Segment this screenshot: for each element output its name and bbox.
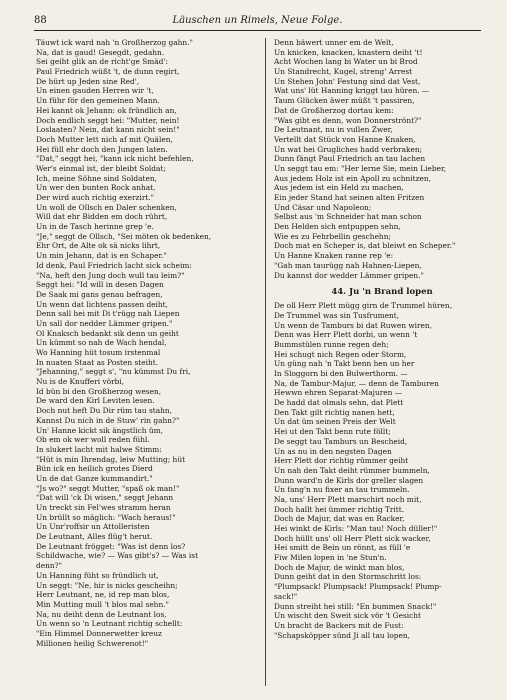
text-line: Hei kannt ok Jehann: ok fründlich an, bbox=[36, 105, 177, 115]
text-line: Dat de Großherzog dortau kem: bbox=[274, 105, 394, 115]
text-line: Un treckt sin Fel'wes stramm heran bbox=[36, 503, 171, 512]
poem-heading: 44. Ju 'n Brand lopen bbox=[331, 287, 433, 298]
left-text-column bbox=[36, 38, 266, 686]
poem-44-text bbox=[274, 301, 490, 640]
text-line: Ol Knaksch bedankt sik denn un geiht bbox=[36, 328, 179, 338]
text-line: Un dat üm seinen Preis der Welt bbox=[274, 417, 396, 427]
text-line: Loslaaten? Nein, dat kann nicht sein!" bbox=[36, 125, 180, 135]
text-line: Bummstülen runne regen deh; bbox=[274, 339, 389, 349]
text-line: Un wer den bunten Rock anhat, bbox=[36, 183, 156, 193]
text-line: Id bün bi den Großherzog wesen, bbox=[36, 386, 162, 396]
text-line: De Saak mi gans genau befragen, bbox=[36, 289, 163, 299]
text-line: Na, nu deiht denn de Leutnant los, bbox=[36, 609, 167, 619]
text-line: Aus jedem ist ein Held zu machen, bbox=[274, 183, 404, 193]
text-line: Täuwt ick ward nah 'n Großherzog gahn." bbox=[36, 38, 193, 47]
text-line: In nuaten Staat as Posten steiht. bbox=[36, 357, 159, 367]
text-line: Denn sall hei mit Di t'rügg nah Liepen bbox=[36, 309, 180, 319]
text-line: Dunn geiht dat in den Stormschritt los: bbox=[274, 572, 422, 582]
text-line: Un Stehen John' Festung sind dat Vest, bbox=[274, 76, 421, 86]
text-line: Doch de Majur, dat was en Racker, bbox=[274, 514, 405, 524]
text-line: Wo Hanning hüt tosum irstenmal bbox=[36, 348, 161, 357]
text-line: "Dat will 'ck Di wisen," seggt Jehann bbox=[36, 493, 174, 503]
text-line: Und Cäsar und Napoleon; bbox=[274, 202, 372, 212]
text-line: Na, de Tambur-Majur, — denn de Tamburen bbox=[274, 378, 439, 388]
text-line: Un seggt: "Ne, hir is nicks gescheihn; bbox=[36, 580, 178, 590]
text-line: Schildwache, wie? — Was gibt's? — Was ist bbox=[36, 551, 199, 561]
text-line: "Dat," seggt hei, "kann ick nicht befehlen, bbox=[36, 154, 194, 164]
text-line: Acht Wochen lang bi Water un bi Brod bbox=[274, 57, 418, 67]
text-line: Un nah den Takt deiht rümmer bummeln, bbox=[274, 465, 430, 475]
text-line: De Leutnant frögget: "Was ist denn los? bbox=[36, 541, 186, 551]
text-line: Will dat ehr Bidden em doch rührt, bbox=[36, 212, 168, 222]
text-line: De hadd dat olmals sehn, dat Plett bbox=[274, 398, 404, 408]
text-line: Ehr Ort, de Alte ok sä nicks lihrt, bbox=[36, 241, 161, 251]
text-line: Un Hanne Knaken ranne rep 'e: bbox=[274, 251, 394, 261]
text-line: Doch endlich seggt hei: "Mutter, nein! bbox=[36, 115, 180, 125]
text-line: Ich, meine Söhne sind Soldaten, bbox=[36, 173, 157, 183]
text-line: Fiw Milen lopen in 'ne Stun'n. bbox=[274, 553, 387, 563]
text-line: Kannst Du nich in de Stuw' rin gahn?" bbox=[36, 415, 180, 425]
text-line: Den Takt gilt richtig nanen hett, bbox=[274, 407, 395, 417]
text-line: Sei geiht glik an de richt'ge Smäd': bbox=[36, 57, 168, 67]
text-line: Un wenn de Tamburs bi dat Ruwen wiren, bbox=[274, 320, 433, 330]
text-line: Hei füll ehr doch den Jungen laten. bbox=[36, 144, 168, 154]
text-line: Un wat hei Grugliches hadd verbraken; bbox=[274, 144, 423, 154]
text-line: "Jehanning," seggt s', "nu kümmst Du fri, bbox=[36, 367, 191, 377]
text-line: Du kannst dor wedder Lämmer gripen." bbox=[274, 270, 424, 280]
text-line: "Was gibt es denn, won Donnerströnt?" bbox=[274, 115, 422, 125]
text-line: Ein jeder Stand hat seinen alten Fritzen bbox=[274, 193, 425, 202]
text-line: In slukert lacht mit halwe Stimm: bbox=[36, 444, 162, 454]
text-line: Aus jedem Holz ist ein Apoll zu schnitzen, bbox=[274, 173, 431, 183]
text-line: Un führ för den gemeinen Mann. bbox=[36, 96, 160, 106]
text-line: Doch mat en Scheper is, dat bleiwt en Scheper." bbox=[274, 241, 456, 251]
text-line: Un sall dor nedder Lämmer gripen." bbox=[36, 318, 173, 328]
text-line: Paul Friedrich wüßt 't, de dunn regirt, bbox=[36, 67, 180, 77]
page-number: 88 bbox=[34, 15, 47, 26]
text-line: Dunn fängt Paul Friedrich an tau lachen bbox=[274, 154, 426, 164]
text-line: Un seggt tau em: "Her lerne Sie, mein Lieber, bbox=[274, 163, 447, 173]
text-line: De oll Herr Plett mügg girn de Trummel hüren, bbox=[274, 301, 453, 311]
text-line: De Trummel was sin Tusfrument, bbox=[274, 310, 400, 320]
text-line: Min Mutting mull 't blos mal sehn." bbox=[36, 599, 169, 609]
text-line: sack!" bbox=[274, 591, 298, 601]
text-line: Millionen heilig Schwerenot!" bbox=[36, 638, 149, 648]
text-line: "Js wo?" seggt Mutter, "spaß ok man!" bbox=[36, 483, 180, 493]
text-line: Selbst aus 'm Schneider hat man schon bbox=[274, 212, 422, 222]
text-line: De Leutnant, Alles flüg't herut. bbox=[36, 532, 153, 542]
text-line: Un de dat Ganze kummandirt." bbox=[36, 473, 153, 483]
text-line: Herr Leutnant, ne, id rep man blos, bbox=[36, 590, 170, 600]
text-line: Un Unr'roffsir un Attolleristen bbox=[36, 522, 150, 532]
text-line: Den Helden sich entpuppen sehn, bbox=[274, 222, 401, 232]
page-header bbox=[34, 14, 481, 31]
text-line: Wer's einmal ist, der bleibt Soldat; bbox=[36, 163, 166, 173]
text-line: De seggt tau Tamburs un Bescheid, bbox=[274, 436, 408, 446]
text-line: Doch de Majur, de winkt man blos, bbox=[274, 562, 405, 572]
text-line: Herr Plett dor richtig rümmer geiht bbox=[274, 456, 409, 466]
text-line: De hürt up Jeden sine Red', bbox=[36, 76, 140, 86]
text-line: "Gah man taurügg nah Hahnen-Liepen, bbox=[274, 260, 422, 270]
text-line: Un einen gauden Herren wir 't, bbox=[36, 86, 154, 96]
text-line: Denn was Herr Plett dorbi, un wenn 't bbox=[274, 330, 418, 340]
text-line: Un wischt den Sweit sick vör 't Gesicht bbox=[274, 611, 421, 621]
text-line: Taum Glücken äwer müßt 't passiren, bbox=[274, 96, 415, 106]
text-line: denn?" bbox=[36, 561, 62, 571]
text-line: Un knicken, knacken, knastern deiht 't! bbox=[274, 47, 423, 57]
text-line: Hewwn ehren Separat-Majuren — bbox=[274, 388, 403, 398]
text-line: Doch hüllt uns' oll Herr Plett sick wacker, bbox=[274, 533, 431, 543]
text-line: Denn bäwert unner em de Welt, bbox=[274, 38, 394, 47]
text-line: In Sloggorn bi den Bulwerthorm. — bbox=[274, 369, 408, 378]
text-line: Un wenn dat lichtens passen deiht, bbox=[36, 299, 168, 309]
text-line: Doch Mutter lett nich af mit Quälen, bbox=[36, 134, 173, 144]
text-line: Un kümmt so nah de Wach hendal, bbox=[36, 338, 167, 348]
text-line: Un brüllt so mäglich: "Wach heraus!" bbox=[36, 512, 176, 522]
text-line: Id denk, Paul Friedrich lacht sick scheim: bbox=[36, 260, 192, 270]
text-line: Wie es zu Fehrbellin geschehn; bbox=[274, 231, 391, 241]
text-line: Vertellt dat Stück von Hanne Knaken, bbox=[274, 134, 416, 144]
text-line: Un in de Tasch herinne grep 'e. bbox=[36, 222, 154, 232]
text-line: De ward den Kirl Leviten lesen. bbox=[36, 396, 155, 406]
text-line: Doch hallt hei ümmer richtig Tritt. bbox=[274, 504, 405, 514]
text-line: Hei schugt nich Regen oder Storm, bbox=[274, 349, 407, 359]
text-line: Der wird auch richtig exerzirt." bbox=[36, 193, 155, 202]
text-line: Ob em ok wer woll reden fühl. bbox=[36, 435, 150, 445]
text-line: Un fang'n nu fixer an tau trummeln. bbox=[274, 485, 410, 495]
text-line: Un güng nah 'n Takt benn hen un her bbox=[274, 359, 415, 369]
text-line: Un wenn so 'n Leutnant richtig schellt: bbox=[36, 619, 183, 629]
text-line: Hei ut den Takt benn rute föllt; bbox=[274, 427, 391, 437]
text-line: Wat uns' lüt Hanning kriggt tau hüren. — bbox=[274, 86, 430, 96]
running-title: Läuschen un Rimels, Neue Folge. bbox=[172, 15, 343, 26]
text-line: Un min Jehann, dat is en Schaper." bbox=[36, 251, 167, 261]
text-line: Un Hanning füht so fründlich ut, bbox=[36, 570, 159, 580]
text-line: "Schapsköpper sünd Ji all tau lopen, bbox=[274, 630, 411, 640]
text-line: Na, uns' Herr Plett marschirt noch mit, bbox=[274, 494, 422, 504]
text-line: "Ein Himmel Donnerwetter kreuz bbox=[36, 628, 162, 638]
text-line: "Na, heft den Jung doch wull tau leim?" bbox=[36, 270, 185, 280]
text-line: Un bracht de Backers mit de Fust: bbox=[274, 620, 404, 630]
text-line: Doch nut heft Du Dir rüm tau stahn, bbox=[36, 406, 173, 416]
text-line: Un' Hanne kickt sik ängstlich üm, bbox=[36, 425, 163, 435]
text-line: Un Standrecht, Kugel, streng' Arrest bbox=[274, 67, 413, 77]
text-line: Dunn ward'n de Kirls dor greller slagen bbox=[274, 475, 424, 485]
text-line: Bün ick en heilich grotes Dierd bbox=[36, 464, 153, 474]
text-line: Hei smitt de Bein un rönnt, as füll 'e bbox=[274, 543, 411, 553]
text-line: Seggt hei: "Id will in desen Dagen bbox=[36, 280, 164, 290]
text-line: Un as nu in den negsten Dagen bbox=[274, 446, 392, 456]
text-line: Dunn streiht hei still: "En bummen Snack!" bbox=[274, 601, 437, 611]
text-line: Nu is de Knufferi vörbi, bbox=[36, 377, 125, 387]
text-line: "Je," seggt de Ollsch, "Sei möten ok bedenken, bbox=[36, 231, 212, 241]
text-line: "Hüt is min Ihrendag, leiw Mutting; hüt bbox=[36, 454, 186, 464]
text-line: Hei winkt de Kirls: "Man tau! Noch düller!" bbox=[274, 524, 438, 533]
text-line: Un woll de Ollsch en Daler schenken, bbox=[36, 202, 177, 212]
text-line: De Leutnant, nu in vullen Zwer, bbox=[274, 125, 393, 135]
poem-43-continuation bbox=[274, 38, 490, 280]
text-line: "Plumpsack! Plumpsack! Plumpsack! Plump- bbox=[274, 582, 442, 592]
text-line: Na, dat is gaud! Gesegdt, gedahn. bbox=[36, 47, 165, 57]
right-text-column bbox=[274, 38, 490, 640]
